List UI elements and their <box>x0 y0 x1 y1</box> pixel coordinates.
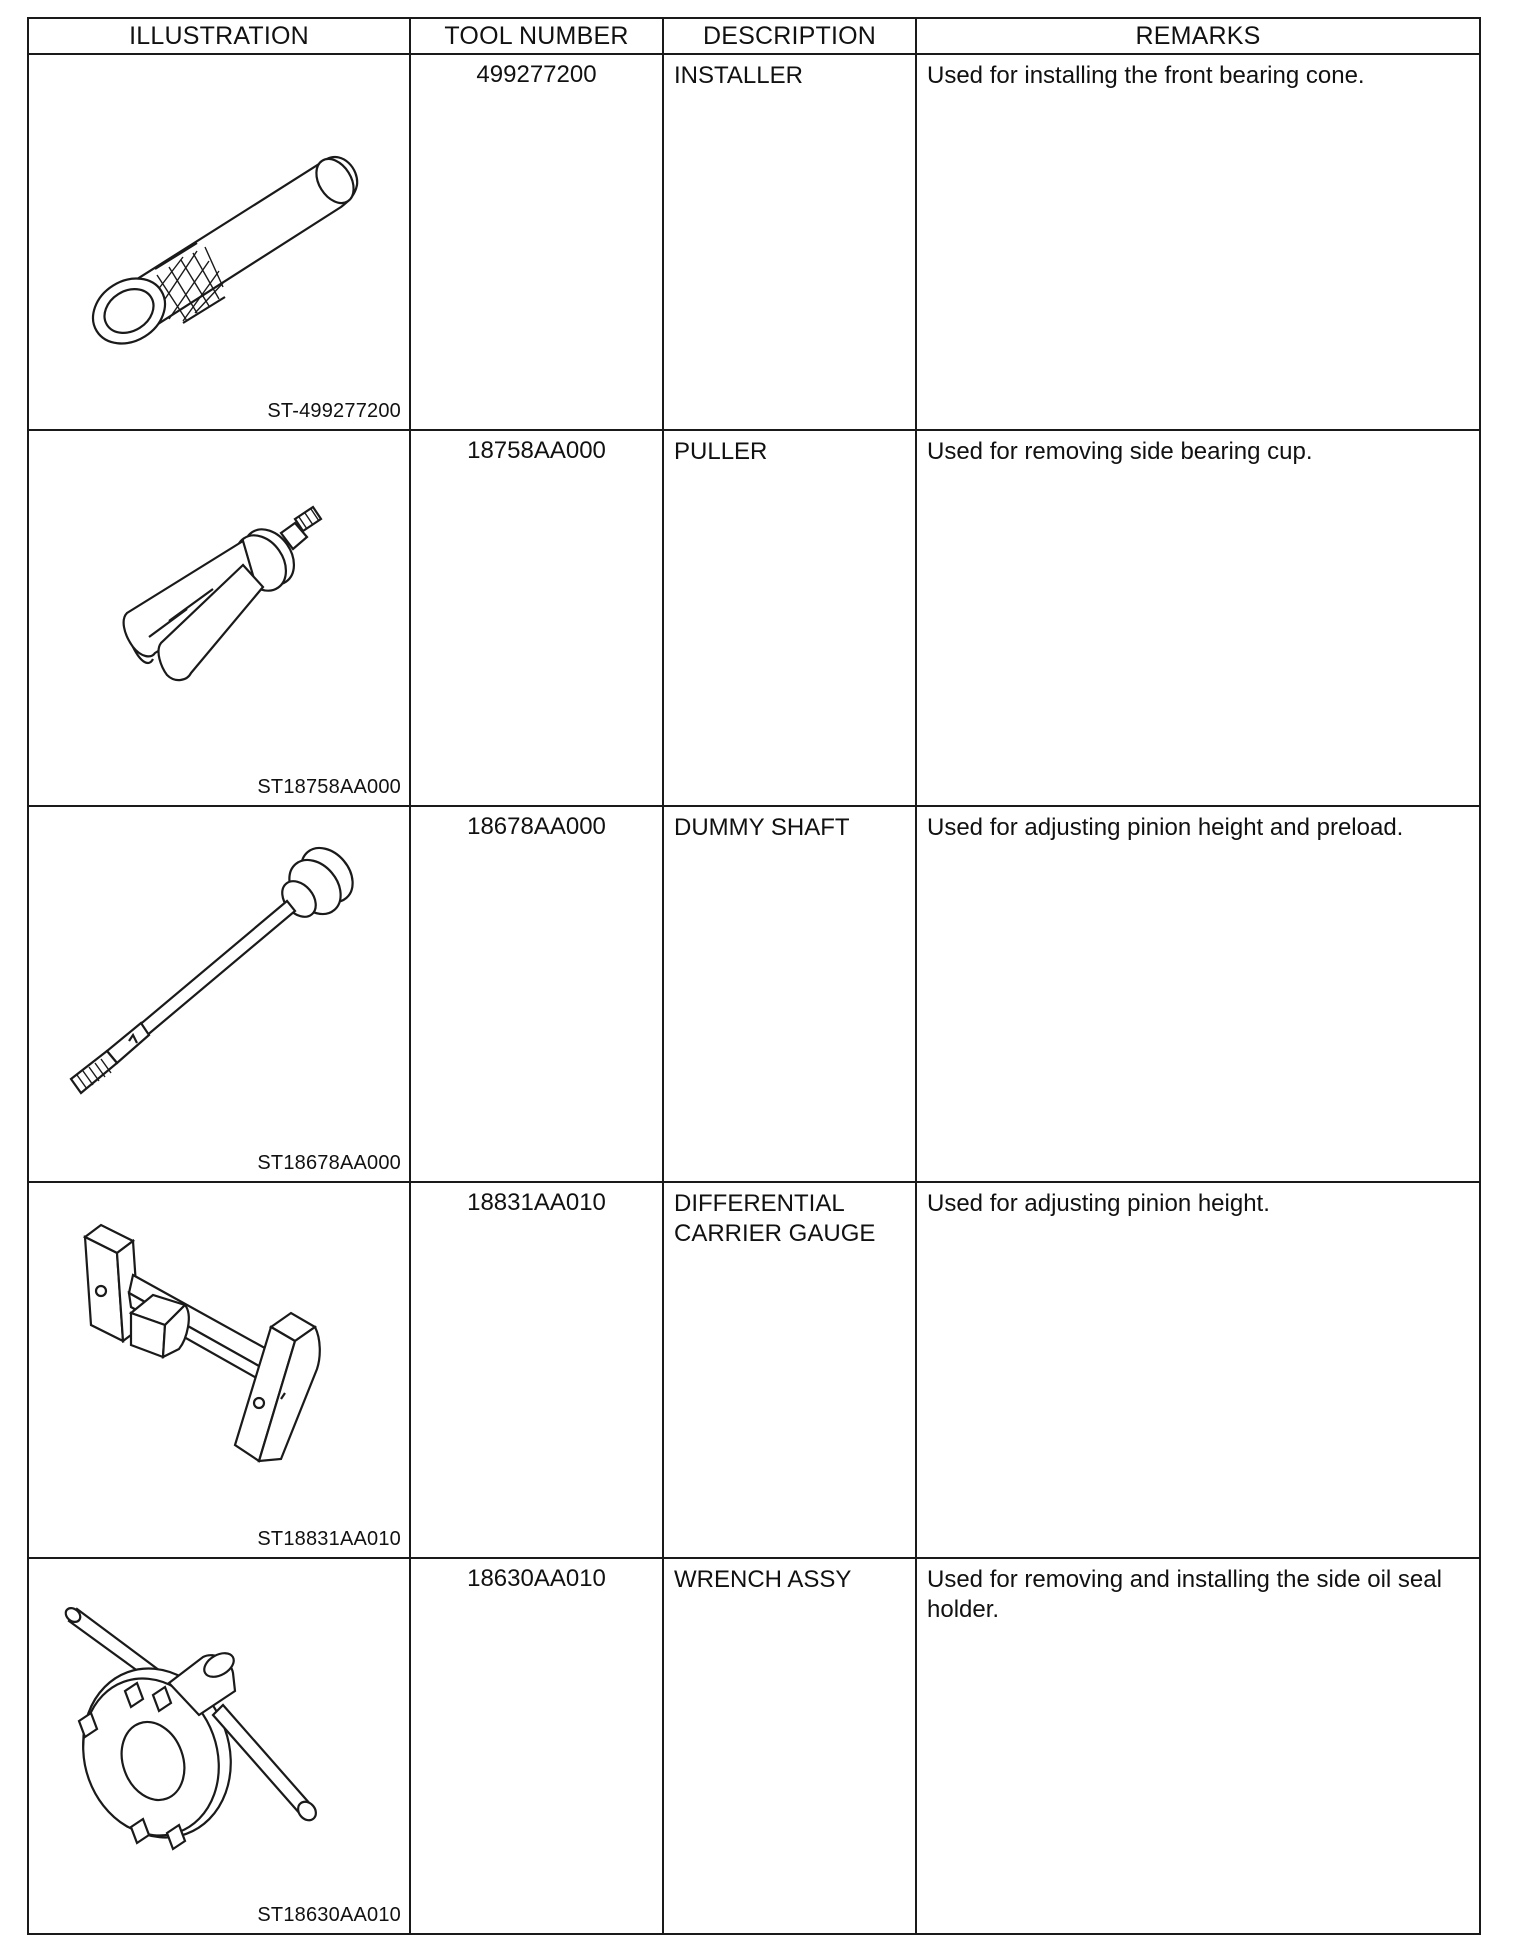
tool-remarks: Used for adjusting pinion height and preload. <box>916 806 1480 1182</box>
illustration-caption: ST18678AA000 <box>257 1152 401 1174</box>
illustration-caption: ST18758AA000 <box>257 776 401 798</box>
table-row <box>28 54 1480 430</box>
table-row <box>28 430 1480 806</box>
tool-description: DIFFERENTIAL CARRIER GAUGE <box>663 1182 916 1558</box>
installer-icon <box>37 61 401 387</box>
table-row <box>28 806 1480 1182</box>
differential-carrier-gauge-icon <box>37 1189 401 1515</box>
table-row <box>28 1558 1480 1934</box>
header-tool-number: TOOL NUMBER <box>410 18 663 54</box>
header-illustration: ILLUSTRATION <box>28 18 410 54</box>
tool-remarks: Used for removing and installing the side oil seal holder. <box>916 1558 1480 1934</box>
tool-description: DUMMY SHAFT <box>663 806 916 1182</box>
dummy-shaft-icon <box>37 813 401 1139</box>
wrench-assy-icon <box>37 1565 401 1891</box>
tool-number: 499277200 <box>410 54 663 430</box>
illustration-cell <box>28 430 410 806</box>
tool-remarks: Used for adjusting pinion height. <box>916 1182 1480 1558</box>
tool-number: 18630AA010 <box>410 1558 663 1934</box>
tool-description: PULLER <box>663 430 916 806</box>
tool-remarks: Used for removing side bearing cup. <box>916 430 1480 806</box>
illustration-caption: ST18831AA010 <box>257 1528 401 1550</box>
tool-description: WRENCH ASSY <box>663 1558 916 1934</box>
header-row <box>28 18 1480 54</box>
illustration-cell <box>28 54 410 430</box>
table-row <box>28 1182 1480 1558</box>
special-tools-table <box>27 17 1481 1935</box>
illustration-cell <box>28 1558 410 1934</box>
illustration-cell <box>28 806 410 1182</box>
header-description: DESCRIPTION <box>663 18 916 54</box>
tool-description: INSTALLER <box>663 54 916 430</box>
tool-number: 18831AA010 <box>410 1182 663 1558</box>
illustration-caption: ST18630AA010 <box>257 1904 401 1926</box>
tool-remarks: Used for installing the front bearing cone. <box>916 54 1480 430</box>
illustration-cell <box>28 1182 410 1558</box>
tool-number: 18758AA000 <box>410 430 663 806</box>
illustration-caption: ST-499277200 <box>267 400 401 422</box>
header-remarks: REMARKS <box>916 18 1480 54</box>
tool-number: 18678AA000 <box>410 806 663 1182</box>
puller-icon <box>37 437 401 763</box>
